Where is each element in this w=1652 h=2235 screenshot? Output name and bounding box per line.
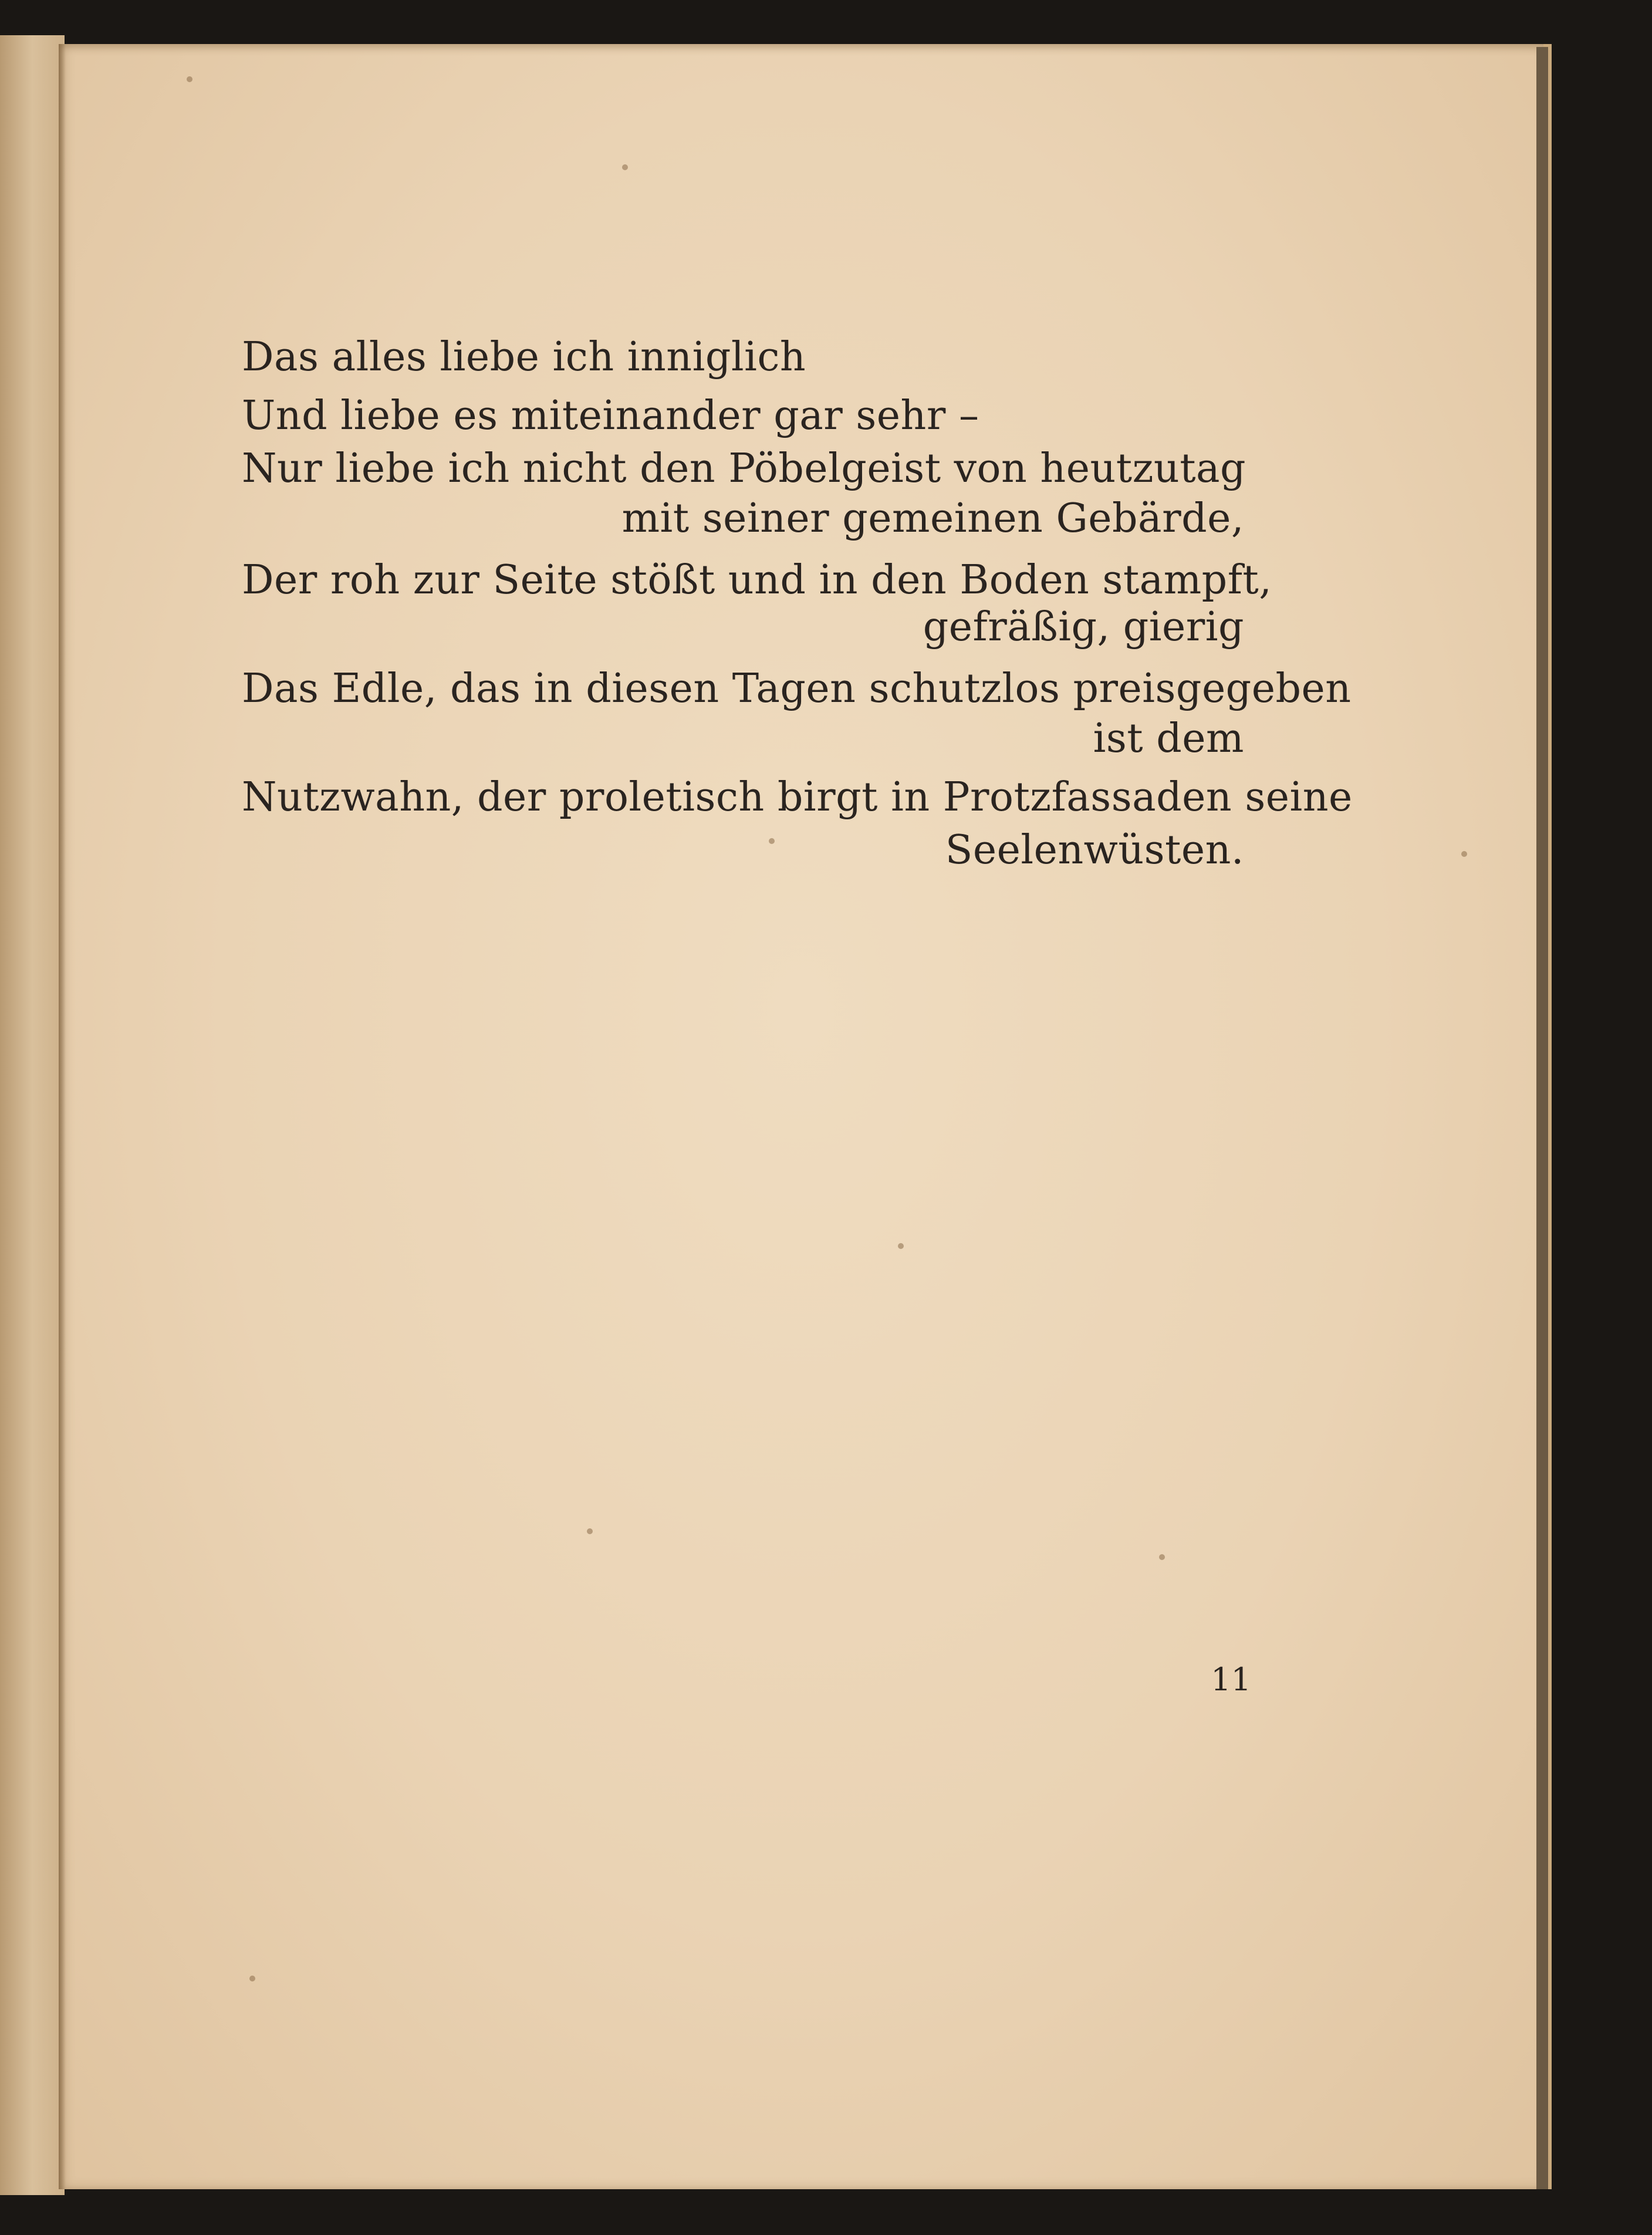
poem-line: Der roh zur Seite stößt und in den Boden stampft, [242,557,1272,603]
poem-line: Nutzwahn, der proletisch birgt in Protzfassaden seine [242,774,1353,821]
poem-line: Das alles liebe ich inniglich [242,334,806,380]
poem-line: Nur liebe ich nicht den Pöbelgeist von heutzutag [242,445,1246,492]
poem-line: Und liebe es miteinander gar sehr – [242,393,979,439]
page-number: 11 [1211,1661,1251,1698]
poem-line: mit seiner gemeinen Gebärde, [621,495,1244,542]
poem-line: Das Edle, das in diesen Tagen schutzlos preisgegeben [242,666,1352,712]
poem-line: ist dem [1093,715,1244,762]
poem-line: gefräßig, gierig [923,604,1244,650]
poem-line: Seelenwüsten. [945,827,1244,873]
